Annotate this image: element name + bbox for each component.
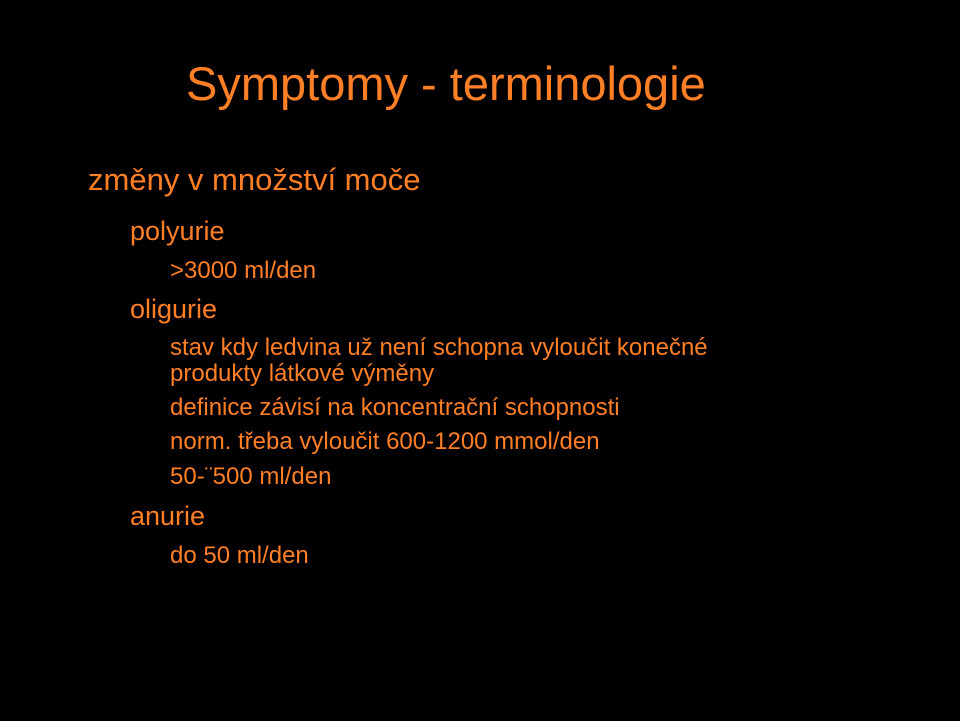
oligurie-range: 50-¨500 ml/den: [170, 463, 332, 490]
polyurie-detail: >3000 ml/den: [170, 257, 317, 284]
oligurie-norm: norm. třeba vyloučit 600-1200 mmol/den: [170, 428, 600, 455]
term-polyurie: polyurie: [130, 216, 225, 246]
anurie-detail: do 50 ml/den: [170, 542, 309, 569]
oligurie-detail-line1: stav kdy ledvina už není schopna vyloučit konečné: [170, 334, 708, 361]
slide-title: Symptomy - terminologie: [186, 57, 706, 110]
oligurie-definition: definice závisí na koncentrační schopnosti: [170, 394, 620, 421]
term-anurie: anurie: [130, 501, 206, 531]
section-heading: změny v množství moče: [88, 162, 421, 197]
term-oligurie: oligurie: [130, 294, 218, 324]
oligurie-detail-line2: produkty látkové výměny: [170, 360, 435, 387]
